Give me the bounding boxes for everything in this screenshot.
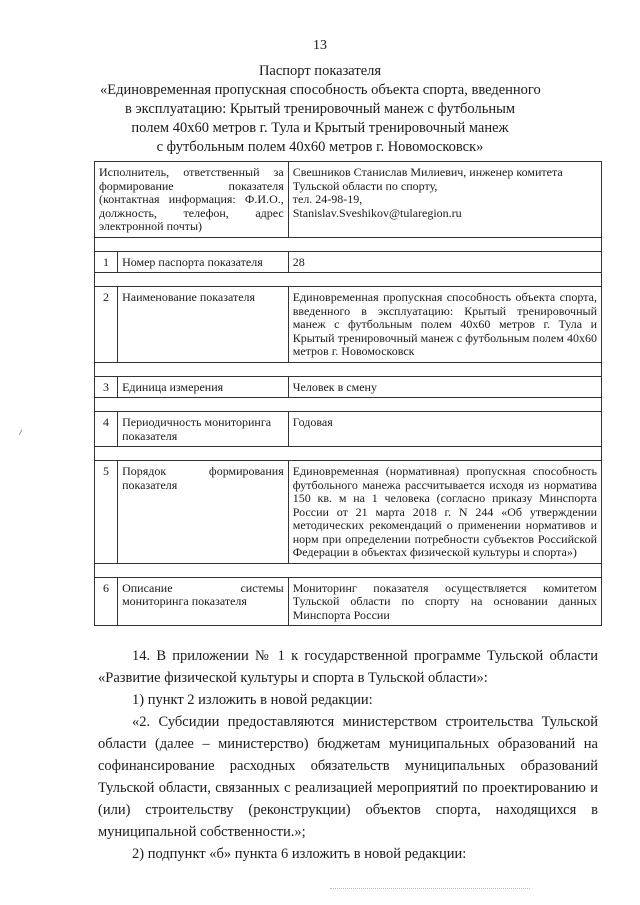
row-label: Номер паспорта показателя [118, 251, 289, 273]
passport-table [94, 161, 602, 626]
scan-artifact [330, 888, 530, 891]
row-label: Периодичность мониторинга показателя [118, 412, 289, 447]
executor-phone: тел. 24-98-19, [292, 192, 363, 206]
paragraph-point-1: 1) пункт 2 изложить в новой редакции: [132, 692, 373, 708]
page-number: 13 [313, 38, 327, 53]
row-value: Годовая [288, 412, 601, 447]
row-number: 6 [95, 577, 118, 626]
table-row [95, 577, 602, 626]
row-label: Единица измерения [118, 376, 289, 398]
body-text [98, 645, 598, 865]
title-line-3: в эксплуатацию: Крытый тренировочный манеж с футбольным [124, 101, 516, 117]
executor-label: Исполнитель, ответственный за формирование показателя (контактная информация: Ф.И.О., должность, телефон, адрес электронной почты) [95, 162, 289, 238]
paragraph-14: 14. В приложении № 1 к государственной программе Тульской области «Развитие физической культуры и спорта в Тульской области»: [98, 648, 598, 686]
table-row [95, 287, 602, 363]
scan-mark [19, 429, 25, 436]
executor-email[interactable]: Stanislav.Sveshikov@tularegion.ru [292, 205, 462, 220]
title-line-2: «Единовременная пропускная способность объекта спорта, введенного [100, 82, 541, 98]
table-row [95, 461, 602, 564]
row-value: 28 [288, 251, 601, 273]
passport-title [100, 62, 540, 157]
paragraph-quote: «2. Субсидии предоставляются министерством строительства Тульской области (далее – министерство) бюджетам муниципальных образований на софинансирование расходных обязательств муниципальных образований Тульской области, связанных с реализацией мероприятий по проектированию и (или) строительству (реконструкции) объектов спорта, находящихся в муниципальной собственности.»; [98, 714, 598, 840]
row-number: 1 [95, 251, 118, 273]
header-row [95, 162, 602, 238]
title-line-1: Паспорт показателя [258, 63, 382, 79]
row-number: 3 [95, 376, 118, 398]
row-number: 4 [95, 412, 118, 447]
executor-value [288, 162, 601, 238]
executor-name: Свешников Станислав Милиевич, инженер комитета Тульской области по спорту, [292, 165, 563, 193]
title-line-4: полем 40х60 метров г. Тула и Крытый тренировочный манеж [131, 120, 509, 136]
row-number: 2 [95, 287, 118, 363]
table-row [95, 412, 602, 447]
row-number: 5 [95, 461, 118, 564]
row-value: Единовременная (нормативная) пропускная способность футбольного манежа рассчитывается исходя из норматива 150 кв. м на 1 человека (согласно приказу Минспорта России от 21 марта 2018 г. N 244 «Об утверждении методических рекомендаций о применении нормативов и норм при определении потребности субъектов Российской Федерации в объектах физической культуры и спорта») [288, 461, 601, 564]
row-label: Порядок формирования показателя [118, 461, 289, 564]
row-label: Наименование показателя [118, 287, 289, 363]
row-value: Единовременная пропускная способность объекта спорта, введенного в эксплуатацию: Крытый тренировочный манеж с футбольным полем 40х60 метров г. Тула и Крытый тренировочный манеж с футбольным полем 40х60 метров г. Новомосковск [288, 287, 601, 363]
row-value: Человек в смену [288, 376, 601, 398]
title-line-5: с футбольным полем 40х60 метров г. Новомосковск» [156, 139, 484, 155]
paragraph-point-2: 2) подпункт «б» пункта 6 изложить в новой редакции: [132, 846, 467, 862]
table-row [95, 376, 602, 398]
row-label: Описание системы мониторинга показателя [118, 577, 289, 626]
table-row [95, 251, 602, 273]
row-value: Мониторинг показателя осуществляется комитетом Тульской области по спорту на основании данных Минспорта России [288, 577, 601, 626]
